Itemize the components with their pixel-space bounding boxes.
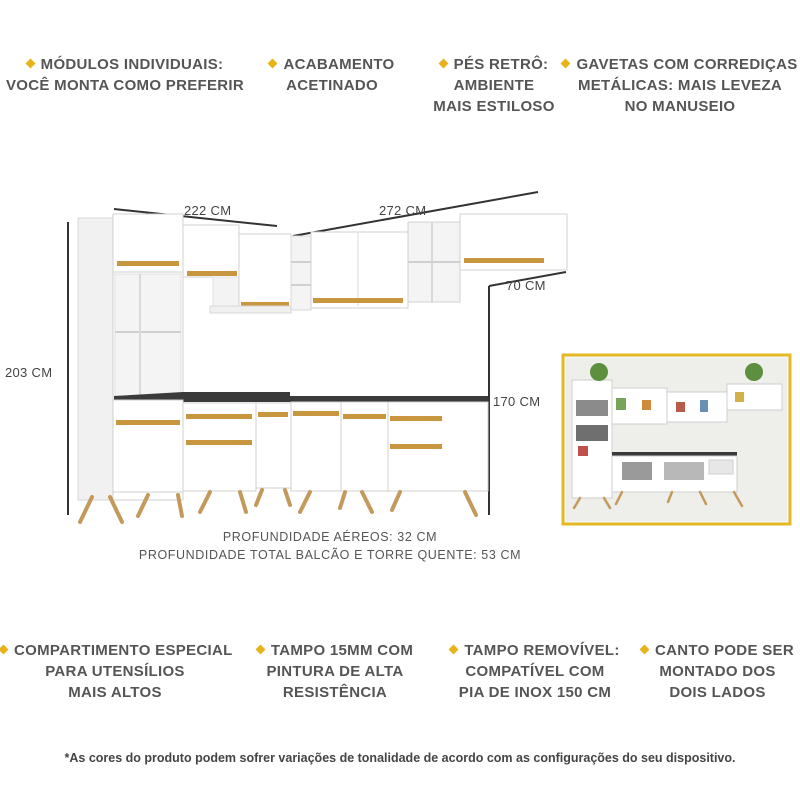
depth-note-total: PROFUNDIDADE TOTAL BALCÃO E TORRE QUENTE: 53 CM [138, 548, 522, 562]
bullet-diamond-icon [0, 645, 8, 655]
dim-label-height-counter: 170 CM [493, 394, 541, 409]
feature-gavetas: GAVETAS COM CORREDIÇAS METÁLICAS: MAIS LEVEZA NO MANUSEIO [560, 54, 800, 117]
dim-label-depth-upper: 70 CM [506, 278, 546, 293]
bullet-diamond-icon [640, 645, 650, 655]
base-cabinets [113, 400, 488, 492]
dim-label-height-total: 203 CM [5, 365, 53, 380]
dim-label-width-left: 222 CM [184, 203, 232, 218]
handle-strip [117, 261, 179, 266]
feature-modulos: MÓDULOS INDIVIDUAIS: VOCÊ MONTA COMO PREFERIR [5, 56, 245, 94]
feature-acabamento: ACABAMENTO ACETINADO [262, 54, 402, 96]
feature-pes-retro: PÉS RETRÔ: AMBIENTE MAIS ESTILOSO [433, 56, 555, 115]
feature-canto: CANTO PODE SER MONTADO DOS DOIS LADOS [640, 640, 795, 703]
feature-tampo-removivel: TAMPO REMOVÍVEL: COMPATÍVEL COM PIA DE INOX 150 CM [440, 640, 630, 703]
upper-cabinets-left [183, 225, 291, 313]
bullet-diamond-icon [255, 645, 265, 655]
feature-tampo-15mm: TAMPO 15MM COM PINTURA DE ALTA RESISTÊNCIA [250, 640, 420, 703]
color-disclaimer: *As cores do produto podem sofrer variações de tonalidade de acordo com as configurações do seu dispositivo. [64, 751, 736, 765]
bullet-diamond-icon [449, 645, 459, 655]
feature-compartimento: COMPARTIMENTO ESPECIAL PARA UTENSÍLIOS MAIS ALTOS [0, 640, 230, 703]
dim-label-width-right: 272 CM [379, 203, 427, 218]
inset-photo [563, 355, 790, 524]
depth-note-upper: PROFUNDIDADE AÉREOS: 32 CM [222, 530, 438, 544]
